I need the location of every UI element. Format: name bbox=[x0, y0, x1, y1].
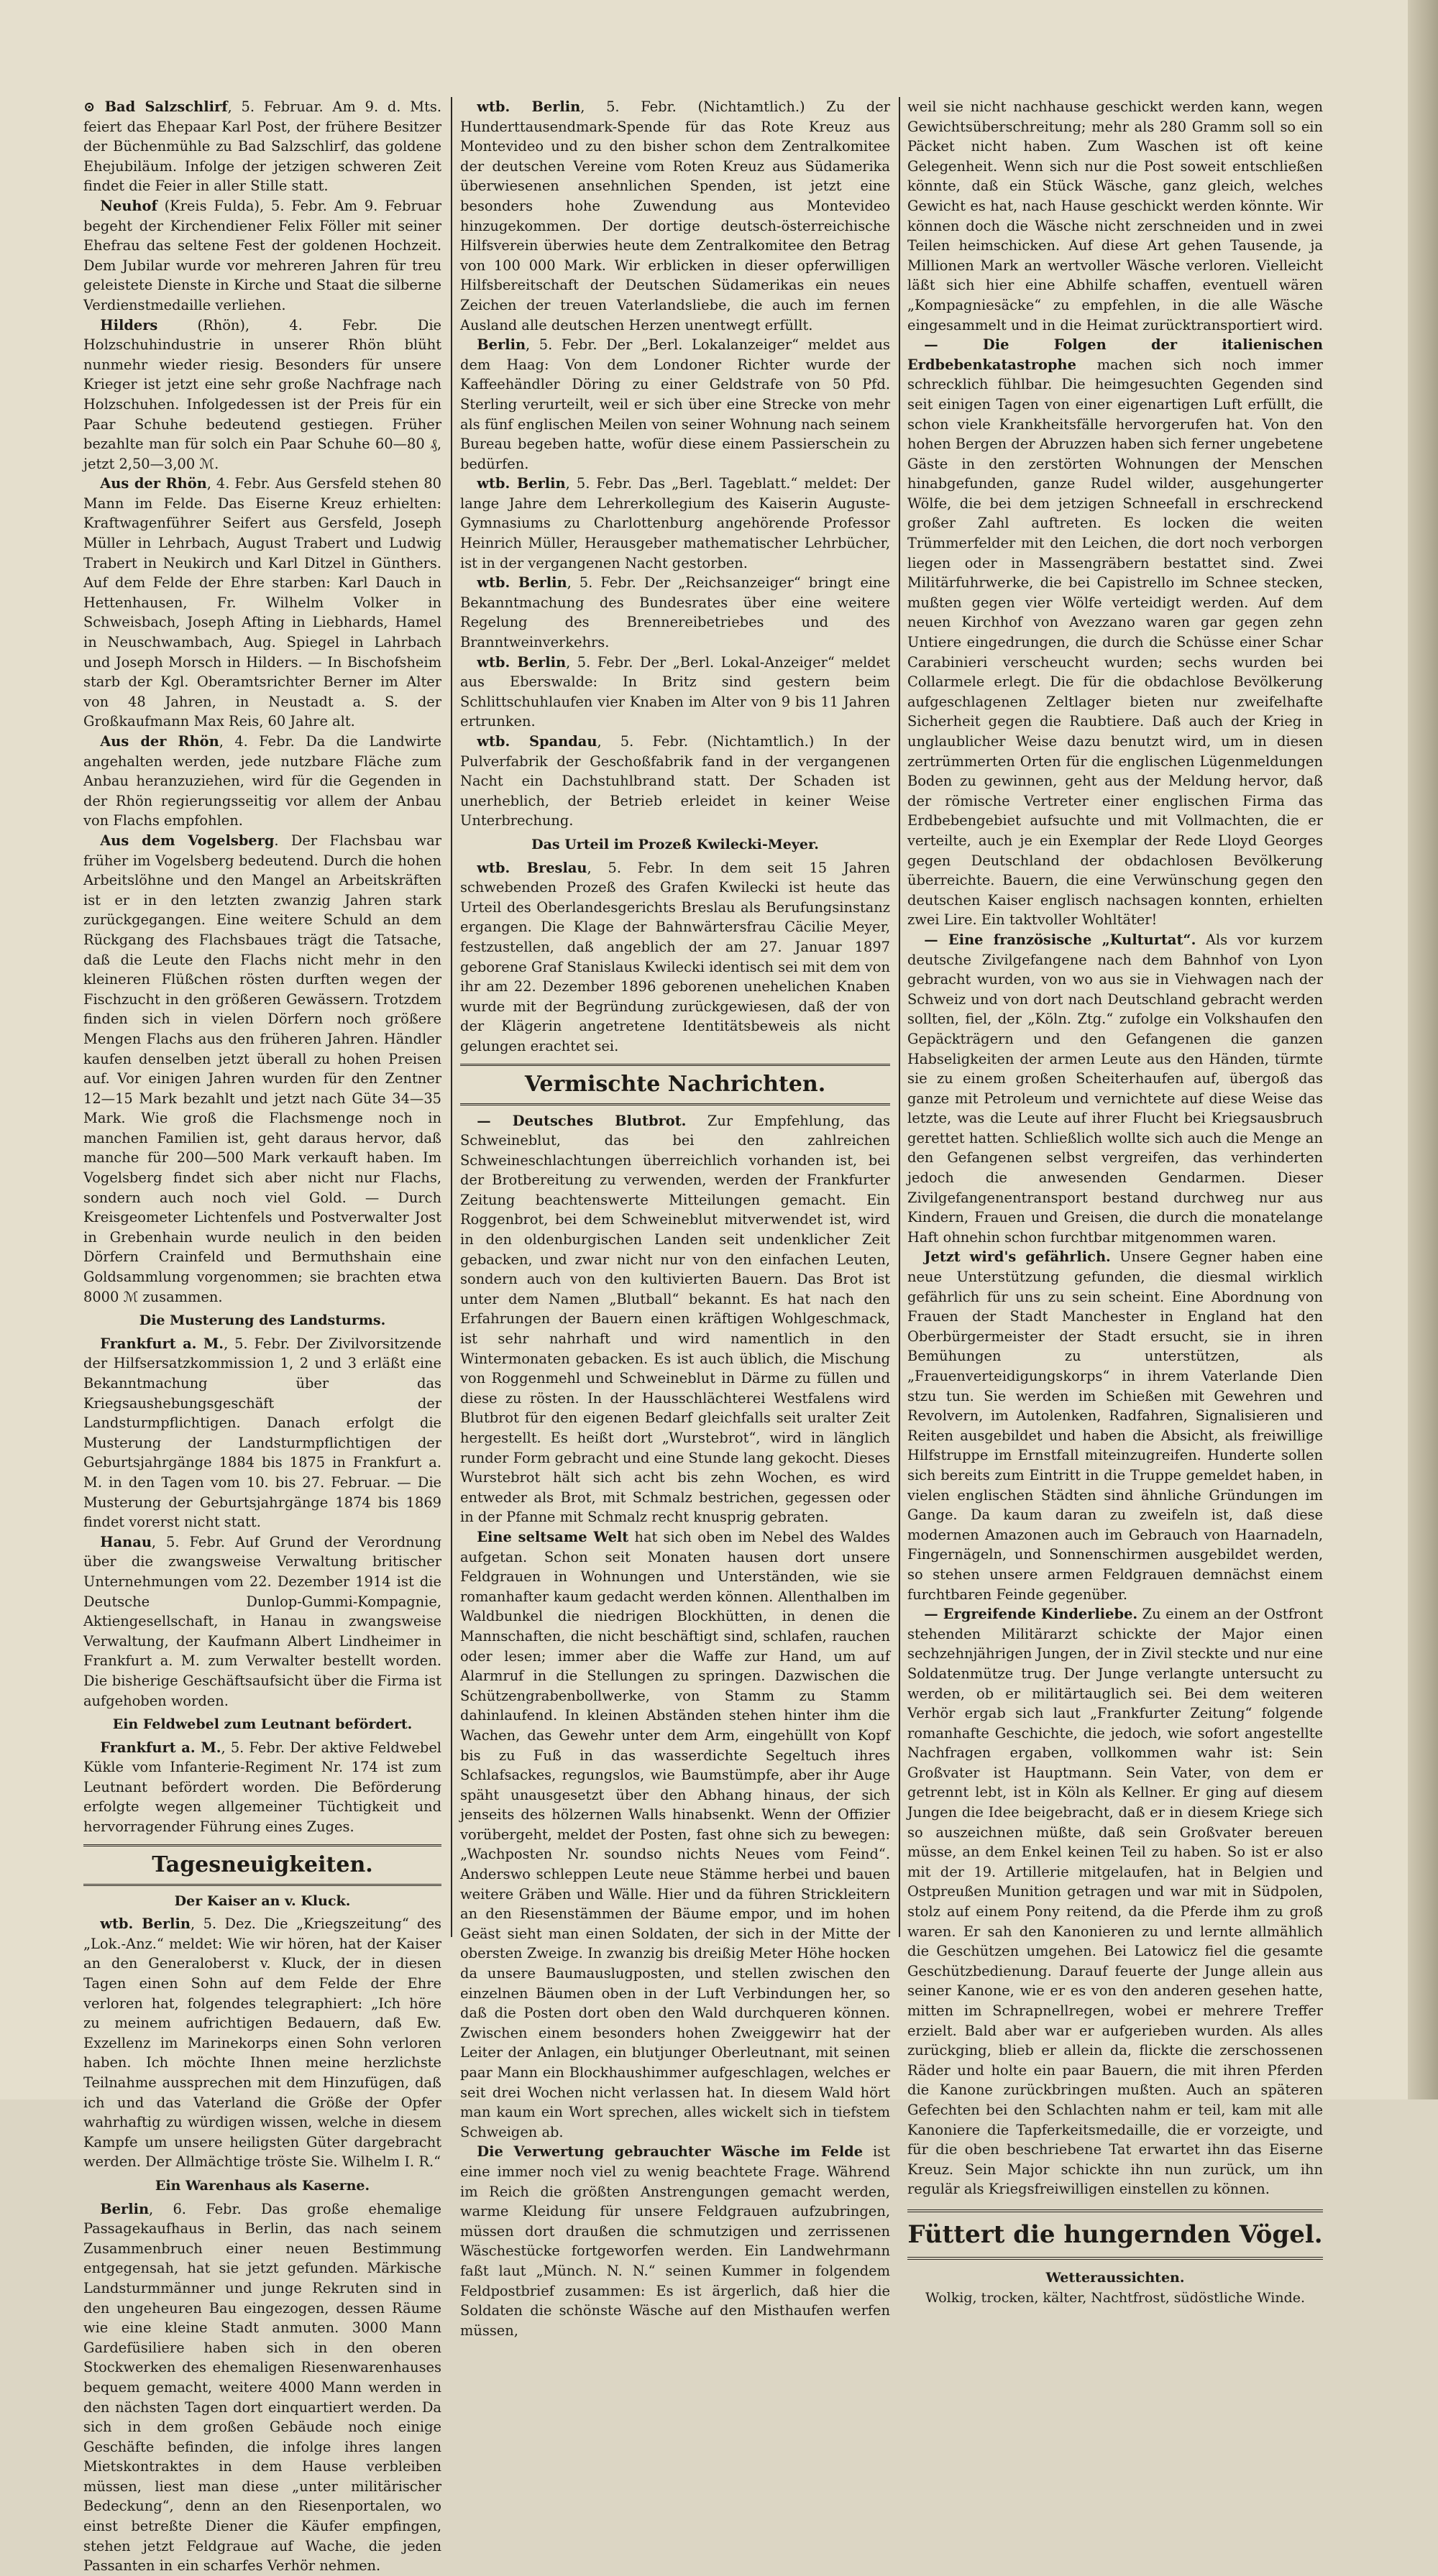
article: wtb. Berlin, 5. Febr. Der „Reichsanzeiger“ bringt eine Bekanntmachung des Bundesrates über eine weitere Regelung des Brennereibetriebes und des Branntweinverkehrs. bbox=[460, 574, 891, 651]
article: — Ergreifende Kinderliebe. Zu einem an der Ostfront stehenden Militärarzt schickte der Major einen sechzehnjährigen Jungen, der in Zivil steckte und nur eine Soldatenmütze trug. Der Junge verlangte untersucht zu werden, ob er militärtauglich sei. Bei dem weiteren Verhör ergab sich laut „Frankfurter Zeitung“ folgende romanhafte Geschichte, die jedoch, wie sofort angestellte Nachfragen ergaben, vollkommen wahr ist: Sein Großvater ist Hauptmann. Sein Vater, von dem er getrennt lebt, ist in Köln als Kellner. Er ging auf diesem Jungen die Idee beigebracht, daß er in diesem Kriege sich so auszeichnen müßte, daß sein Großvater bereuen müsse, an dem Enkel keinen Teil zu haben. So ist er also mit der 19. Artillerie mitgelaufen, hat in Belgien und Ostpreußen Munition getragen und war mit in Südpolen, stolz auf einem Pony reitend, da die Pferde ihm zu groß waren. Er sah den Kanonieren zu und lernte allmählich die Geschützen umgehen. Bei Latowicz fiel die gesamte Geschützbedienung. Darauf feuerte der Junge allein aus seiner Kanone, wie er es von den anderen gesehen hatte, mitten im Schrapnellregen, wobei er mehrere Treffer erzielt. Bald aber war er aufgerieben wurden. Als alles zurückging, blieb er allein da, flickte die zerschossenen Räder und holte ein paar Bauern, die mit ihren Pferden die Kanone zurückbringen mußten. Auch an späteren Gefechten bei den Schlachten nahm er teil, kam mit alle Kanoniere die Tapferkeitsmedaille, die er vorzeigte, und für die oben beschriebene Tat erwartet ihn das Eiserne Kreuz. Sein Major schickte ihn nun zurück, um ihn regulär als Kriegsfreiwilligen einstellen zu können. bbox=[907, 1606, 1323, 2198]
notice-box: Füttert die hungernden Vögel. bbox=[907, 2209, 1323, 2260]
column-middle bbox=[460, 97, 890, 2340]
subheading: Ein Warenhaus als Kaserne. bbox=[155, 2177, 370, 2194]
section-heading: Tagesneuigkeiten. bbox=[83, 1844, 441, 1886]
article: — Eine französische „Kulturtat“. Als vor kurzem deutsche Zivilgefangene nach dem Bahnhof von Lyon gebracht wurden, von wo aus sie in Viehwagen nach der Schweiz und von dort nach Deutschland gebracht werden sollten, fiel, der „Köln. Ztg.“ zufolge ein Volkshaufen den Gepäckträgern und den Gefangenen die ganzen Habseligkeiten der armen Leute aus den Händen, türmte sie zu einem großen Scheiterhaufen auf, übergoß das ganze mit Petroleum und vernichtete auf diese Weise das letzte, was die Leute auf ihrer Flucht bei Kriegsausbruch gerettet hatten. Schließlich wollte sich auch die Menge an den Gefangenen selbst vergreifen, das verhinderten jedoch die anwesenden Gendarmen. Dieser Zivilgefangenentransport bestand durchweg nur aus Kindern, Frauen und Greisen, die durch die monatelange Haft ohnehin schon furchtbar mitgenommen waren. bbox=[907, 931, 1323, 1246]
article: wtb. Berlin, 5. Febr. Der „Berl. Lokal-Anzeiger“ meldet aus Eberswalde: In Britz sind gestern beim Schlittschuhlaufen vier Knaben im Alter von 9 bis 11 Jahren ertrunken. bbox=[460, 653, 890, 730]
article: wtb. Berlin, 5. Febr. (Nichtamtlich.) Zu der Hunderttausendmark-Spende für das Rote Kreuz aus Montevideo und zu den bisher schon dem Zentralkomitee der deutschen Vereine vom Roten Kreuz aus Südamerika überwiesenen ansehnlichen Spenden, ist jetzt eine besonders hohe Zuwendung aus Montevideo hinzugekommen. Der dortige deutsch-österreichische Hilfsverein überwies heute dem Zentralkomitee den Betrag von 100 000 Mark. Wir erblicken in dieser opferwilligen Hilfsbereitschaft der Deutschen Südamerikas ein neues Zeichen der treuen Vaterlandsliebe, die auch im fernen Ausland alle deutschen Herzen unentwegt erfüllt. bbox=[460, 98, 891, 334]
subheading: Das Urteil im Prozeß Kwilecki-Meyer. bbox=[531, 836, 819, 852]
article: Die Verwertung gebrauchter Wäsche im Felde ist eine immer noch viel zu wenig beachtete Frage. Während im Reich die größten Anstrengungen gemacht werden, warme Kleidung für unsere Feldgrauen aufzubringen, müssen dort draußen die schmutzigen und zerrissenen Wäschestücke fortgeworfen werden. Ein Landwehrmann faßt laut „Münch. N. N.“ seinen Kummer in folgendem Feldpostbrief zusammen: Es ist ärgerlich, daß hier die Soldaten die schönste Wäsche auf den Misthaufen werfen müssen, bbox=[460, 2143, 891, 2339]
article: Eine seltsame Welt hat sich oben im Nebel des Waldes aufgetan. Schon seit Monaten hausen dort unsere Feldgrauen in Wohnungen und Unterständen, wie sie romanhafter kaum gedacht werden können. Allenthalben im Waldbunkel die niedrigen Blockhütten, in denen die Mannschaften, die nicht beschäftigt sind, schlafen, rauchen oder lesen; immer aber die Waffe zur Hand, um auf Alarmruf in die Stellungen zu springen. Dazwischen die Schützengrabenbollwerke, von Stamm zu Stamm dahinlaufend. In kleinen Abständen stehen hinter ihm die Wachen, das Gewehr unter dem Arm, eingehüllt von Kopf bis zu Fuß in das wasserdichte Segeltuch ihres Schlafsackes, regungslos, wie Baumstümpfe, aber ihr Auge späht unausgesetzt über den Abhang hinaus, der sich jenseits des hölzernen Walls hinabsenkt. Wenn der Offizier vorübergeht, meldet der Posten, fast ohne sich zu bewegen: „Wachposten Nr. soundso nichts Neues vom Feind“. Anderswo schleppen Leute neue Stämme herbei und bauen weitere Gräben und Wälle. Hier und da führen Strickleitern an den Riesenstämmen der Bäume empor, und im hohen Geäst sieht man einen Soldaten, der sich in der Mitte der obersten Zweige. In zwanzig bis dreißig Meter Höhe hocken da unsere Baumauslugposten, und stellen zwischen den einzelnen Bäumen oben in der Luft Verbindungen her, so daß die Posten dort oben den Wald durchqueren können. Zwischen einem besonders hohen Zweiggewirr hat der Leiter der Anlagen, ein blutjunger Oberleutnant, mit seinen paar Mann ein Blockhaushimmer aufgeschlagen, welches er seit drei Wochen nicht verlassen hat. In diesem Wald hört man kaum ein Wort sprechen, alles wickelt sich in tiefstem Schweigen ab. bbox=[460, 1528, 890, 2140]
article: Neuhof (Kreis Fulda), 5. Febr. Am 9. Februar begeht der Kirchendiener Felix Föller mit seiner Ehefrau das seltene Fest der goldenen Hochzeit. Dem Jubilar wurde vor mehreren Jahren für treu geleistete Dienste in Kirche und Staat die silberne Verdienstmedaille verliehen. bbox=[83, 197, 441, 313]
article: Aus der Rhön, 4. Febr. Aus Gersfeld stehen 80 Mann im Felde. Das Eiserne Kreuz erhielten: Kraftwagenführer Seifert aus Gersfeld, Joseph Müller in Lehrbach, August Trabert und Ludwig Trabert in Neukirch und Karl Ditzel in Günthers. Auf dem Felde der Ehre starben: Karl Dauch in Hettenhausen, Fr. Wilhelm Volker in Schweisbach, Joseph Afting in Liebhards, Hamel in Neuschwambach, Aug. Spiegel in Lahrbach und Joseph Morsch in Hilders. — In Bischofsheim starb der Kgl. Oberamtsrichter Berner im Alter von 48 Jahren, in Neustadt a. S. der Großkaufmann Max Reis, 60 Jahre alt. bbox=[83, 475, 442, 730]
subheading: Die Musterung des Landsturms. bbox=[139, 1312, 386, 1329]
article: Berlin, 5. Febr. Der „Berl. Lokalanzeiger“ meldet aus dem Haag: Von dem Londoner Richter wurde der Kaffeehändler Döring zu einer Geldstrafe von 50 Pfd. Sterling verurteilt, weil er sich über eine Strecke von mehr als fünf englischen Meilen von seiner Wohnung nach seinem Bureau begeben hatte, wofür diese einem Passierschein zu bedürfen. bbox=[460, 336, 890, 472]
article: wtb. Berlin, 5. Febr. Das „Berl. Tageblatt.“ meldet: Der lange Jahre dem Lehrerkollegium des Kaiserin Auguste-Gymnasiums zu Charlottenburg angehörende Professor Heinrich Müller, Herausgeber mathematischer Lehrbücher, ist in der vergangenen Nacht gestorben. bbox=[460, 475, 890, 571]
article: Frankfurt a. M., 5. Febr. Der aktive Feldwebel Kükle vom Infanterie-Regiment Nr. 174 ist zum Leutnant befördert worden. Die Beförderung erfolgte wegen allgemeiner Tüchtigkeit und hervorragender Führung eines Zuges. bbox=[83, 1739, 441, 1836]
article: Aus dem Vogelsberg. Der Flachsbau war früher im Vogelsberg bedeutend. Durch die hohen Arbeitslöhne und den Mangel an Arbeitskräften ist er in den letzten zwanzig Jahren stark zurückgegangen. Eine weitere Schuld an dem Rückgang des Flachsbaues trägt die Tatsache, daß die Leute den Flachs nicht mehr in den kleineren Flüßchen rösten durften wegen der Fischzucht in den größeren Gewässern. Trotzdem finden sich in vielen Dörfern noch größere Mengen Flachs aus den früheren Jahren. Händler kaufen denselben jetzt überall zu hohen Preisen auf. Vor einigen Jahren wurden für den Zentner 12—15 Mark bezahlt und jetzt nach Güte 34—35 Mark. Wie groß die Flachsmenge noch in manchen Familien ist, geht daraus hervor, daß manche für 200—500 Mark verkauft haben. Im Vogelsberg findet sich aber nicht nur Flachs, sondern auch noch viel Gold. — Durch Kreisgeometer Lichtenfels und Postverwalter Jost in Grebenhain wurde neulich in den beiden Dörfern Crainfeld und Bermuthshain eine Goldsammlung vorgenommen; sie brachten etwa 8000 ℳ zusammen. bbox=[83, 832, 441, 1305]
article: weil sie nicht nachhause geschickt werden kann, wegen Gewichtsüberschreitung; mehr als 280 Gramm soll so ein Päcket nicht haben. Zum Waschen ist oft keine Gelegenheit. Wenn sich nur die Post soweit entschließen könnte, daß ein Stück Wäsche, ganz gleich, welches Gewicht es hat, nach Hause geschickt werden könnte. Wir können doch die Wäsche nicht zerschneiden und in zwei Teilen heimschicken. Auf diese Art gehen Tausende, ja Millionen Mark an wertvoller Wäsche verloren. Vielleicht läßt sich hier eine Abhilfe schaffen, eventuell wären „Kompagniesäcke“ zu empfehlen, in die alle Wäsche eingesammelt und in die Heimat zurücktransportiert wird. bbox=[907, 98, 1323, 334]
article: wtb. Breslau, 5. Febr. In dem seit 15 Jahren schwebenden Prozeß des Grafen Kwilecki ist heute das Urteil des Oberlandesgerichts Breslau als Berufungsinstanz ergangen. Die Klage der Bahnwärtersfrau Cäcilie Meyer, festzustellen, daß angeblich der am 27. Januar 1897 geborene Graf Stanislaus Kwilecki identisch sei mit dem von ihr am 22. Dezember 1896 geborenen unehelichen Knaben wurde mit der Begründung zurückgewiesen, daß der von der Klägerin angetretene Identitätsbeweis als nicht gelungen erachtet sei. bbox=[460, 859, 891, 1054]
subheading: Der Kaiser an v. Kluck. bbox=[174, 1892, 351, 1909]
weather-title: Wetteraussichten. bbox=[1045, 2269, 1185, 2286]
article: — Die Folgen der italienischen Erdbebenkatastrophe machen sich noch immer schrecklich fühlbar. Die heimgesuchten Gegenden sind seit einigen Tagen von einer eigenartigen Luft erfüllt, die schon viele Krankheitsfälle hervorgerufen hat. Von den hohen Bergen der Abruzzen haben sich ferner ungebetene Gäste in den zerstörten Wohnungen der Menschen hinabgefunden, ganze Rudel wilder, ausgehungerter Wölfe, die bei dem jetzigen Schneefall in erschreckend großer Zahl auftreten. Es locken die weiten Trümmerfelder mit den Leichen, die dort noch verborgen liegen oder in Massengräbern bestattet sind. Zwei Militärfuhrwerke, die bei Capistrello im Schnee stecken, mußten gegen vier Wölfe verteidigt werden. Auf dem neuen Kirchhof von Avezzano waren gar gegen zehn Untiere eingedrungen, die durch die Schüsse einer Schar Carabinieri verscheucht wurden; sechs wurden bei Collarmele erlegt. Die für die obdachlose Bevölkerung aufgeschlagenen Zeltlager bieten nur zweifelhafte Sicherheit gegen die Raubtiere. Daß auch der Krieg in unglaublicher Weise dazu benutzt wird, um in diesen zertrümmerten Orten für die englischen Lügenmeldungen Boden zu gewinnen, geht aus der Meldung hervor, daß der römische Vertreter einer englischen Firma das Erdbebengebiet aufsuchte und mit Vollmachten, die er verteilte, auch je ein Exemplar der Rede Lloyd Georges gegen Deutschland der obdachlosen Bevölkerung überreichte. Bauern, die eine Verwünschung gegen den deutschen Kaiser englisch nachsagen konnten, erhielten zwei Lire. Ein taktvoller Wohltäter! bbox=[907, 336, 1323, 929]
column-right bbox=[907, 97, 1323, 2308]
article: wtb. Spandau, 5. Febr. (Nichtamtlich.) In der Pulverfabrik der Geschoßfabrik fand in der vergangenen Nacht ein Dachstuhlbrand statt. Der Schaden ist unerheblich, der Betrieb erleidet in keiner Weise Unterbrechung. bbox=[460, 733, 890, 829]
article: wtb. Berlin, 5. Dez. Die „Kriegszeitung“ des „Lok.-Anz.“ meldet: Wie wir hören, hat der Kaiser an den Generaloberst v. Kluck, der in diesen Tagen einen Sohn auf dem Felde der Ehre verloren hat, folgendes telegraphiert: „Ich höre zu meinem aufrichtigen Bedauern, daß Ew. Exzellenz im Marinekorps einen Sohn verloren haben. Ich möchte Ihnen meine herzlichste Teilnahme aussprechen mit dem Hinzufügen, daß ich und das Vaterland die Größe der Opfer wahrhaftig zu würdigen wissen, welche in diesem Kampfe um unsere heiligsten Güter dargebracht werden. Der Allmächtige tröste Sie. Wilhelm I. R.“ bbox=[83, 1915, 442, 2171]
weather-forecast: Wolkig, trocken, kälter, Nachtfrost, südöstliche Winde. bbox=[925, 2289, 1306, 2306]
section-heading: Vermischte Nachrichten. bbox=[460, 1064, 890, 1105]
article: — Deutsches Blutbrot. Zur Empfehlung, das Schweineblut, das bei den zahlreichen Schweineschlachtungen überreichlich vorhanden ist, bei der Brotbereitung zu verwenden, werden der Frankfurter Zeitung beachtenswerte Mitteilungen gemacht. Ein Roggenbrot, bei dem Schweineblut mitverwendet ist, wird in den oldenburgischen Landen seit undenklicher Zeit gebacken, und zwar nicht nur von den einfachen Leuten, sondern auch von den kultivierten Bauern. Das Brot ist unter dem Namen „Blutball“ bekannt. Es hat nach den Erfahrungen der Bauern einen kräftigen Wohlgeschmack, ist sehr nahrhaft und wird namentlich in den Wintermonaten gebacken. Es ist auch üblich, die Mischung von Roggenmehl und Schweineblut in Därme zu füllen und diese zu rösten. In der Hausschlächterei Westfalens wird Blutbrot für den eigenen Bedarf gleichfalls seit uralter Zeit hergestellt. Es heißt dort „Wurstebrot“, wird in länglich runder Form gebracht und eine Stunde lang gekocht. Dieses Wurstebrot hält sich acht bis zehn Wochen, es wird entweder als Brot, mit Schmalz bestrichen, gegessen oder in der Pfanne mit Schmalz recht knusprig gebraten. bbox=[460, 1112, 890, 1526]
column-rule bbox=[451, 97, 452, 1937]
article: Berlin, 6. Febr. Das große ehemalige Passagekaufhaus in Berlin, das nach seinem Zusammenbruch einer neuen Bestimmung entgegensah, hat sie jetzt gefunden. Märkische Landsturmmänner und junge Rekruten sind in den ungeheuren Bau eingezogen, dessen Räume wie eine kleine Stadt anmuten. 3000 Mann Gardefüsiliere haben sich in den oberen Stockwerken des ehemaligen Riesenwarenhauses bequem gemacht, weitere 4000 Mann werden in den nächsten Tagen dort einquartiert werden. Da sich in dem großen Gebäude noch einige Geschäfte befinden, die infolge ihres langen Mietskontraktes in dem Hause verbleiben müssen, liest man diese „unter militärischer Bedeckung“, denn an den Riesenportalen, wo einst betreßte Diener die Käufer empfingen, stehen jetzt Feldgraue auf Wache, die jeden Passanten in ein scharfes Verhör nehmen. bbox=[83, 2200, 441, 2575]
article: Hilders (Rhön), 4. Febr. Die Holzschuhindustrie in unserer Rhön blüht nunmehr wieder riesig. Besonders für unsere Krieger ist jetzt eine sehr große Nachfrage nach Holzschuhen. Infolgedessen ist der Preis für ein Paar Schuhe bedeutend gestiegen. Früher bezahlte man für solch ein Paar Schuhe 60—80 ₰, jetzt 2,50—3,00 ℳ. bbox=[83, 316, 441, 472]
article: ⊙ Bad Salzschlirf, 5. Februar. Am 9. d. Mts. feiert das Ehepaar Karl Post, der frühere Besitzer der Büchenmühle zu Bad Salzschlirf, das goldene Ehejubiläum. Infolge der jetzigen schweren Zeit findet die Feier in aller Stille statt. bbox=[83, 98, 441, 195]
article: Jetzt wird's gefährlich. Unsere Gegner haben eine neue Unterstützung gefunden, die diesmal wirklich gefährlich für uns zu sein scheint. Eine Abordnung von Frauen der Stadt Manchester in England hat den Oberbürgermeister der Stadt ersucht, sie in ihren Bemühungen zu unterstützen, als „Frauenverteidigungskorps“ in ihrem Vaterlande Dien stzu tun. Sie werden im Schießen mit Gewehren und Revolvern, im Autolenken, Radfahren, Signalisieren und Reiten ausgebildet und haben die Absicht, als freiwillige Hilfstruppe im Ernstfall miteinzugreifen. Hunderte sollen sich bereits zum Eintritt in die Truppe gemeldet haben, in vielen englischen Städten sind ähnliche Gründungen im Gange. Da kaum daran zu zweifeln ist, daß diese modernen Amazonen auch im Gebrauch von Haarnadeln, Fingernägeln, und Sonnenschirmen ausgebildet werden, so stehen unsere armen Feldgrauen demnächst einem furchtbaren Feinde gegenüber. bbox=[907, 1248, 1323, 1603]
subheading: Ein Feldwebel zum Leutnant befördert. bbox=[112, 1716, 413, 1733]
article: Aus der Rhön, 4. Febr. Da die Landwirte angehalten werden, jede nutzbare Fläche zum Anbau heranzuziehen, wird für die Gegenden in der Rhön regierungsseitig vor allem der Anbau von Flachs empfohlen. bbox=[83, 733, 441, 829]
article: Frankfurt a. M., 5. Febr. Der Zivilvorsitzende der Hilfsersatzkommission 1, 2 und 3 erläßt eine Bekanntmachung über das Kriegsaushebungsgeschäft der Landsturmpflichtigen. Danach erfolgt die Musterung der Landsturmpflichtigen der Geburtsjahrgänge 1884 bis 1875 in Frankfurt a. M. in den Tagen vom 10. bis 27. Februar. — Die Musterung der Geburtsjahrgänge 1874 bis 1869 findet vorerst nicht statt. bbox=[83, 1335, 442, 1531]
column-left bbox=[83, 97, 441, 2576]
column-rule bbox=[899, 97, 900, 1937]
article: Hanau, 5. Febr. Auf Grund der Verordnung über die zwangsweise Verwaltung britischer Unternehmungen vom 22. Dezember 1914 ist die Deutsche Dunlop-Gummi-Kompagnie, Aktiengesellschaft, in Hanau in zwangsweise Verwaltung, der Kaufmann Albert Lindheimer in Frankfurt a. M. zum Verwalter bestellt worden. Die bisherige Geschäftsaufsicht über die Firma ist aufgehoben worden. bbox=[83, 1533, 441, 1709]
page-binding-edge bbox=[1408, 0, 1438, 2099]
bullet-icon: ⊙ bbox=[83, 98, 105, 115]
